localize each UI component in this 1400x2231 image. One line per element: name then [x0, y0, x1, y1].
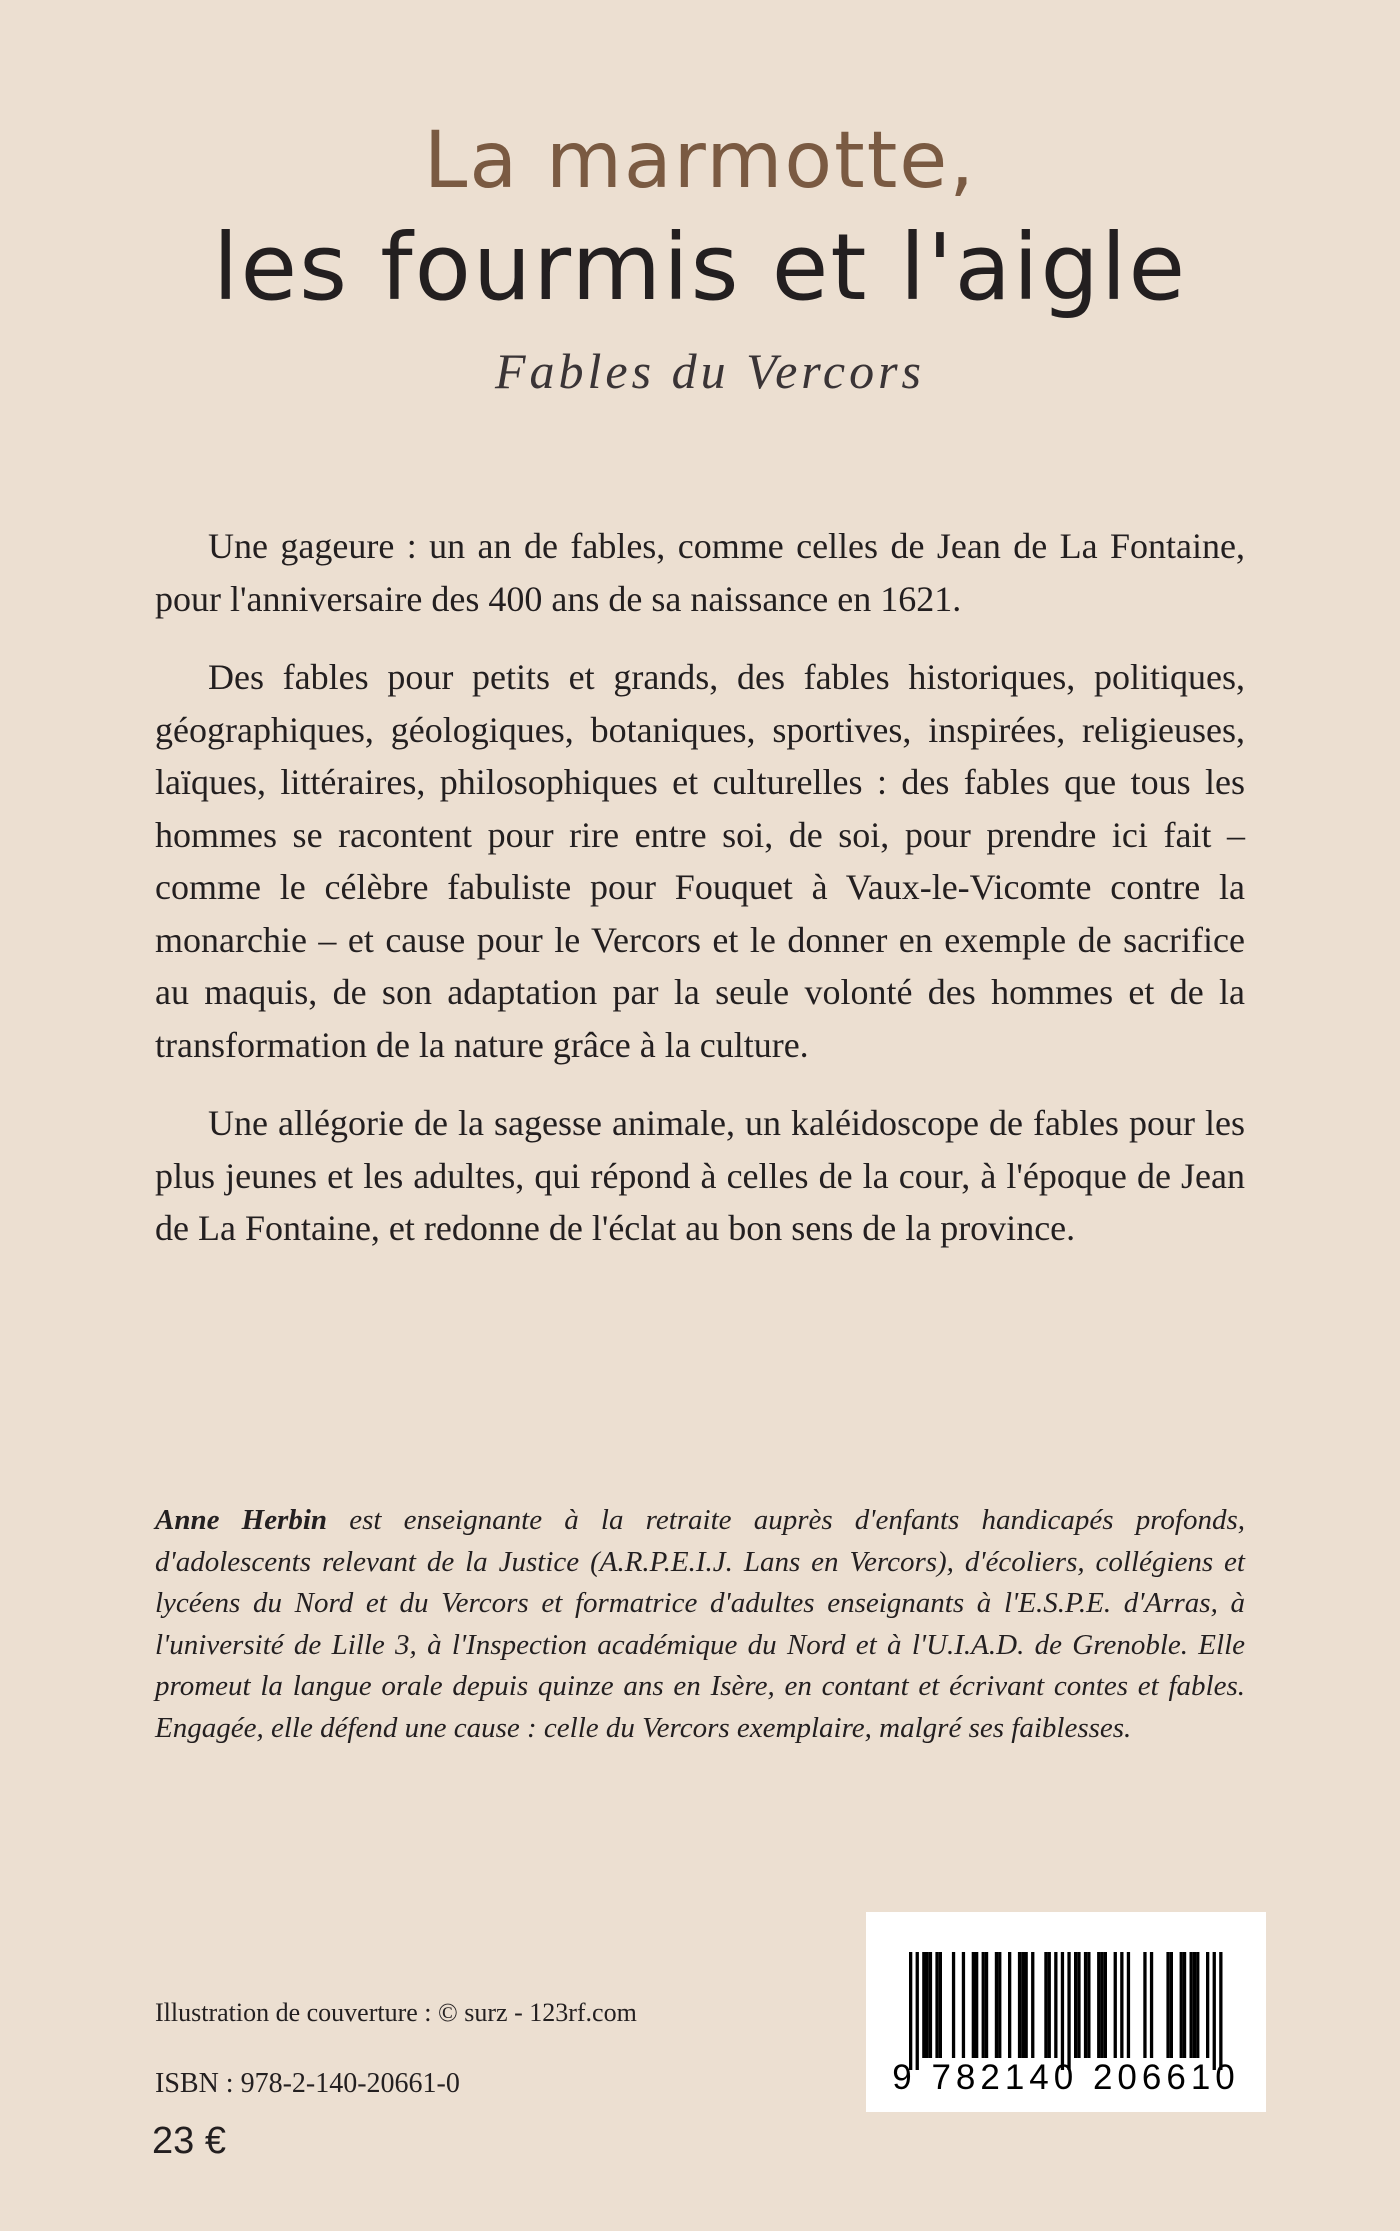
description-paragraph: Des fables pour petits et grands, des fables historiques, politiques, géographiques, géologiques, botaniques, sportives, inspirées, religieuses, laïques, littéraires, philosophiques et culturelles : des fables que tous les hommes se racontent pour rire entre soi, de soi, pour prendre ici fait – comme le célèbre fabuliste pour Fouquet à Vaux-le-Vicomte contre la monarchie – et cause pour le Vercors et le donner en exemple de sacrifice au maquis, de son adaptation par la seule volonté des hommes et de la transformation de la nature grâce à la culture. [155, 657, 1245, 1065]
barcode-bar [1097, 1952, 1100, 2058]
description [155, 520, 1245, 1281]
barcode-bar [1206, 1952, 1209, 2058]
barcode-bar [1114, 1952, 1117, 2058]
barcode-bar [939, 1952, 942, 2058]
barcode-bar [985, 1952, 988, 2058]
barcode-bar [1213, 1952, 1216, 2070]
barcode-bar [952, 1952, 955, 2058]
barcode-bar [982, 1952, 985, 2058]
barcode-bar [1196, 1952, 1199, 2058]
barcode-bar [935, 1952, 938, 2058]
barcode-bar [1031, 1952, 1034, 2058]
barcode-bar [1048, 1952, 1051, 2058]
barcode-bar [972, 1952, 975, 2058]
barcode-bar [926, 1952, 929, 2058]
barcode-bar [1021, 1952, 1024, 2058]
barcode-bar [1170, 1952, 1173, 2058]
description-paragraph: Une gageure : un an de fables, comme celles de Jean de La Fontaine, pour l'anniversaire des 400 ans de sa naissance en 1621. [155, 526, 1245, 619]
barcode-number: 9 782140 206610 [892, 2058, 1240, 2097]
barcode-bar [962, 1952, 965, 2058]
price: 23 € [152, 2120, 226, 2162]
barcode-bar [1120, 1952, 1123, 2058]
barcode-bar [1193, 1952, 1196, 2058]
barcode-bar [1067, 1952, 1070, 2070]
barcode-bar [998, 1952, 1001, 2058]
barcode-bar [1025, 1952, 1028, 2058]
barcode-bar [1074, 1952, 1077, 2058]
barcode-bar [1143, 1952, 1146, 2058]
isbn: ISBN : 978-2-140-20661-0 [155, 2068, 460, 2099]
barcode-bar [995, 1952, 998, 2058]
barcode-bar [1077, 1952, 1080, 2058]
author-name: Anne Herbin [155, 1504, 328, 1536]
barcode-bar [1044, 1952, 1047, 2058]
barcode-bar [975, 1952, 978, 2058]
barcode-bar [1127, 1952, 1130, 2058]
book-title-line-2: les fourmis et l'aigle [212, 214, 1188, 321]
book-subtitle: Fables du Vercors [495, 343, 925, 399]
barcode-bar [1100, 1952, 1103, 2058]
barcode-bar [909, 1952, 912, 2070]
barcode-bar [1018, 1952, 1021, 2058]
barcode-bar [1183, 1952, 1186, 2058]
author-bio [155, 1500, 1245, 1749]
author-bio-text: est enseignante à la retraite auprès d'enfants handicapés profonds, d'adolescents relevant de la Justice (A.R.P.E.I.J. Lans en Vercors), d'écoliers, collégiens et lycéens du Nord et du Vercors et formatrice d'adultes enseignants à l'E.S.P.E. d'Arras, à l'université de Lille 3, à l'Inspection académique du Nord et à l'U.I.A.D. de Grenoble. Elle promeut la langue orale depuis quinze ans en Isère, en contant et écrivant contes et fables. Engagée, elle défend une cause : celle du Vercors exemplaire, malgré ses faiblesses. [155, 1504, 1245, 1744]
barcode [866, 1912, 1266, 2112]
barcode-bar [1219, 1952, 1222, 2070]
barcode-bar [922, 1952, 925, 2058]
barcode-bar [929, 1952, 932, 2058]
barcode-bar [1180, 1952, 1183, 2058]
barcode-bar [1008, 1952, 1011, 2058]
barcode-bar [1166, 1952, 1169, 2058]
barcode-bar [1061, 1952, 1064, 2070]
barcode-bar [1190, 1952, 1193, 2058]
barcode-bar [916, 1952, 919, 2070]
barcode-bar [1087, 1952, 1090, 2058]
book-title-line-1: La marmotte, [423, 116, 977, 206]
barcode-bar [1150, 1952, 1153, 2058]
barcode-bar [1084, 1952, 1087, 2058]
description-paragraph: Une allégorie de la sagesse animale, un kaléidoscope de fables pour les plus jeunes et les adultes, qui répond à celles de la cour, à l'époque de Jean de La Fontaine, et redonne de l'éclat au bon sens de la province. [155, 1103, 1245, 1248]
title-block [0, 110, 1400, 400]
barcode-bar [1104, 1952, 1107, 2058]
barcode-bar [1054, 1952, 1057, 2058]
illustration-credit: Illustration de couverture : © surz - 123rf.com [155, 1998, 637, 2027]
